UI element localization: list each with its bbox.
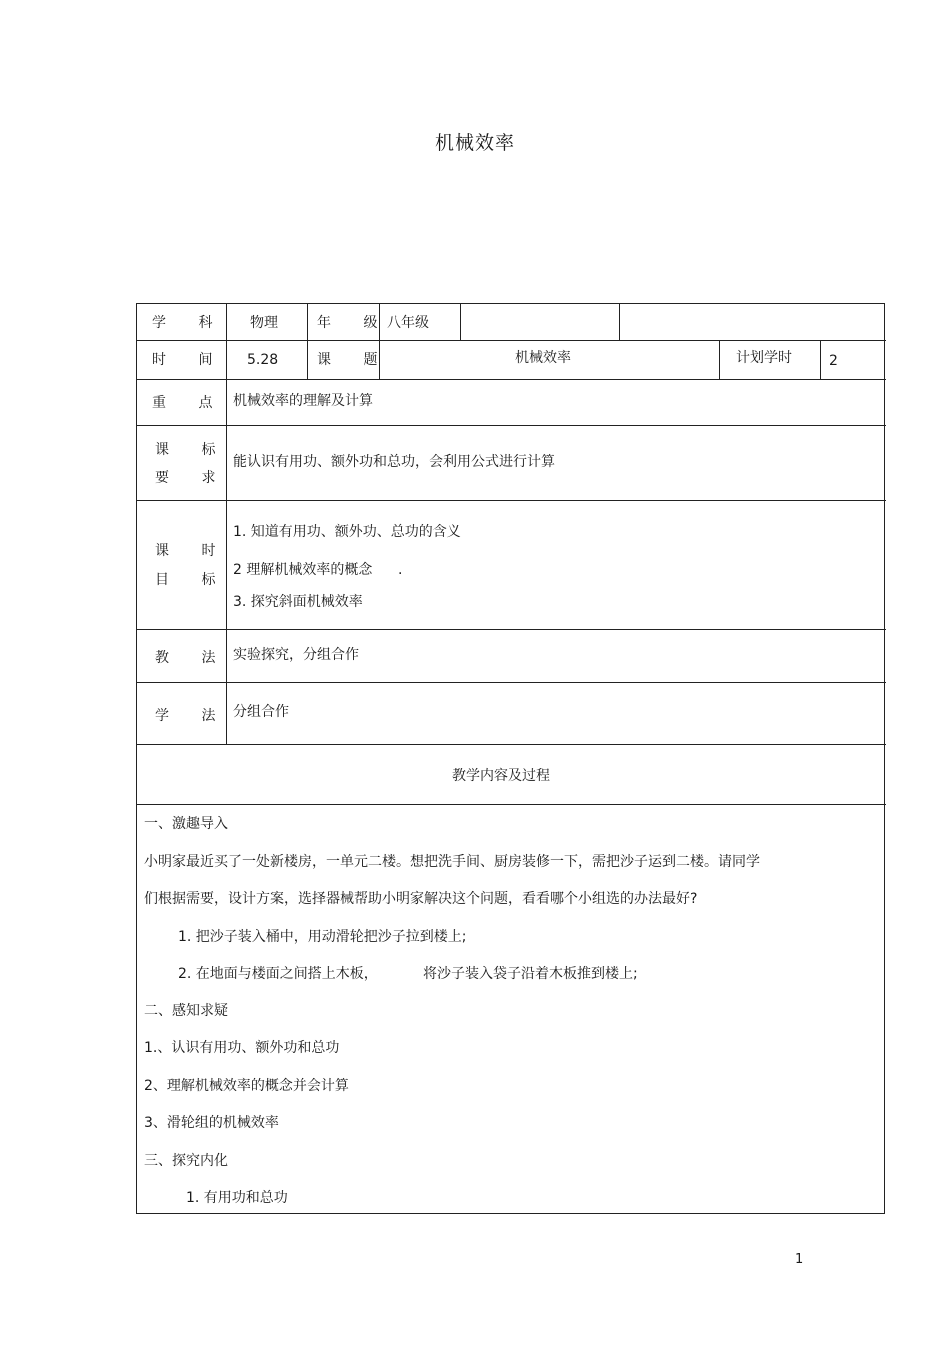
content-line: 三、探究内化 bbox=[144, 1153, 228, 1169]
grade-value: 八年级 bbox=[387, 315, 429, 331]
standard-label-line1: 课 标 bbox=[155, 442, 230, 458]
page-title: 机械效率 bbox=[434, 132, 515, 154]
page-number: 1 bbox=[795, 1252, 804, 1267]
column-divider bbox=[719, 340, 720, 379]
subject-value: 物理 bbox=[250, 315, 278, 331]
time-label: 时 间 bbox=[152, 352, 227, 368]
topic-value: 机械效率 bbox=[515, 350, 571, 366]
goal-trailing-dot: . bbox=[398, 562, 403, 578]
column-divider bbox=[226, 304, 227, 744]
row-divider bbox=[137, 682, 886, 683]
standard-label-line2: 要 求 bbox=[155, 470, 230, 486]
content-line: 3、滑轮组的机械效率 bbox=[144, 1115, 279, 1131]
planned-hours-label: 计划学时 bbox=[736, 350, 792, 366]
content-line: 们根据需要，设计方案，选择器械帮助小明家解决这个问题，看看哪个小组选的办法最好? bbox=[144, 891, 698, 907]
key-points-value: 机械效率的理解及计算 bbox=[233, 393, 373, 409]
subject-label: 学 科 bbox=[152, 315, 227, 331]
row-divider bbox=[137, 425, 886, 426]
row-divider bbox=[137, 379, 886, 380]
goal-item: 3. 探究斜面机械效率 bbox=[233, 594, 363, 610]
row-divider bbox=[137, 629, 886, 630]
row-divider bbox=[137, 744, 886, 745]
content-line: 1. 把沙子装入桶中，用动滑轮把沙子拉到楼上; bbox=[178, 929, 467, 945]
teaching-method-value: 实验探究，分组合作 bbox=[233, 647, 359, 663]
learning-method-value: 分组合作 bbox=[233, 704, 289, 720]
goal-item: 1. 知道有用功、额外功、总功的含义 bbox=[233, 524, 461, 540]
learning-method-label: 学 法 bbox=[155, 708, 230, 724]
content-line: 小明家最近买了一处新楼房，一单元二楼。想把洗手间、厨房装修一下，需把沙子运到二楼。请同学 bbox=[144, 854, 760, 870]
planned-hours-value: 2 bbox=[829, 353, 838, 369]
content-heading: 教学内容及过程 bbox=[452, 768, 550, 784]
row-divider bbox=[137, 804, 886, 805]
column-divider bbox=[619, 304, 620, 340]
teaching-method-label: 教 法 bbox=[155, 650, 230, 666]
goal-item: 2 理解机械效率的概念 bbox=[233, 562, 373, 578]
content-line: 2. 在地面与楼面之间搭上木板， bbox=[178, 966, 378, 982]
column-divider bbox=[460, 304, 461, 340]
content-line: 将沙子装入袋子沿着木板推到楼上; bbox=[423, 966, 638, 982]
content-line: 2、理解机械效率的概念并会计算 bbox=[144, 1078, 349, 1094]
topic-label: 课 题 bbox=[317, 352, 392, 368]
column-divider bbox=[820, 340, 821, 379]
content-line: 二、感知求疑 bbox=[144, 1003, 228, 1019]
content-line: 1. 有用功和总功 bbox=[186, 1190, 288, 1206]
grade-label: 年 级 bbox=[317, 315, 392, 331]
goals-label-line1: 课 时 bbox=[155, 543, 230, 559]
content-line: 1.、认识有用功、额外功和总功 bbox=[144, 1040, 340, 1056]
row-divider bbox=[137, 340, 886, 341]
standard-value: 能认识有用功、额外功和总功，会利用公式进行计算 bbox=[233, 454, 555, 470]
key-points-label: 重 点 bbox=[152, 395, 227, 411]
goals-label-line2: 目 标 bbox=[155, 572, 230, 588]
row-divider bbox=[137, 500, 886, 501]
time-value: 5.28 bbox=[247, 352, 279, 368]
content-line: 一、激趣导入 bbox=[144, 816, 228, 832]
column-divider bbox=[307, 304, 308, 379]
